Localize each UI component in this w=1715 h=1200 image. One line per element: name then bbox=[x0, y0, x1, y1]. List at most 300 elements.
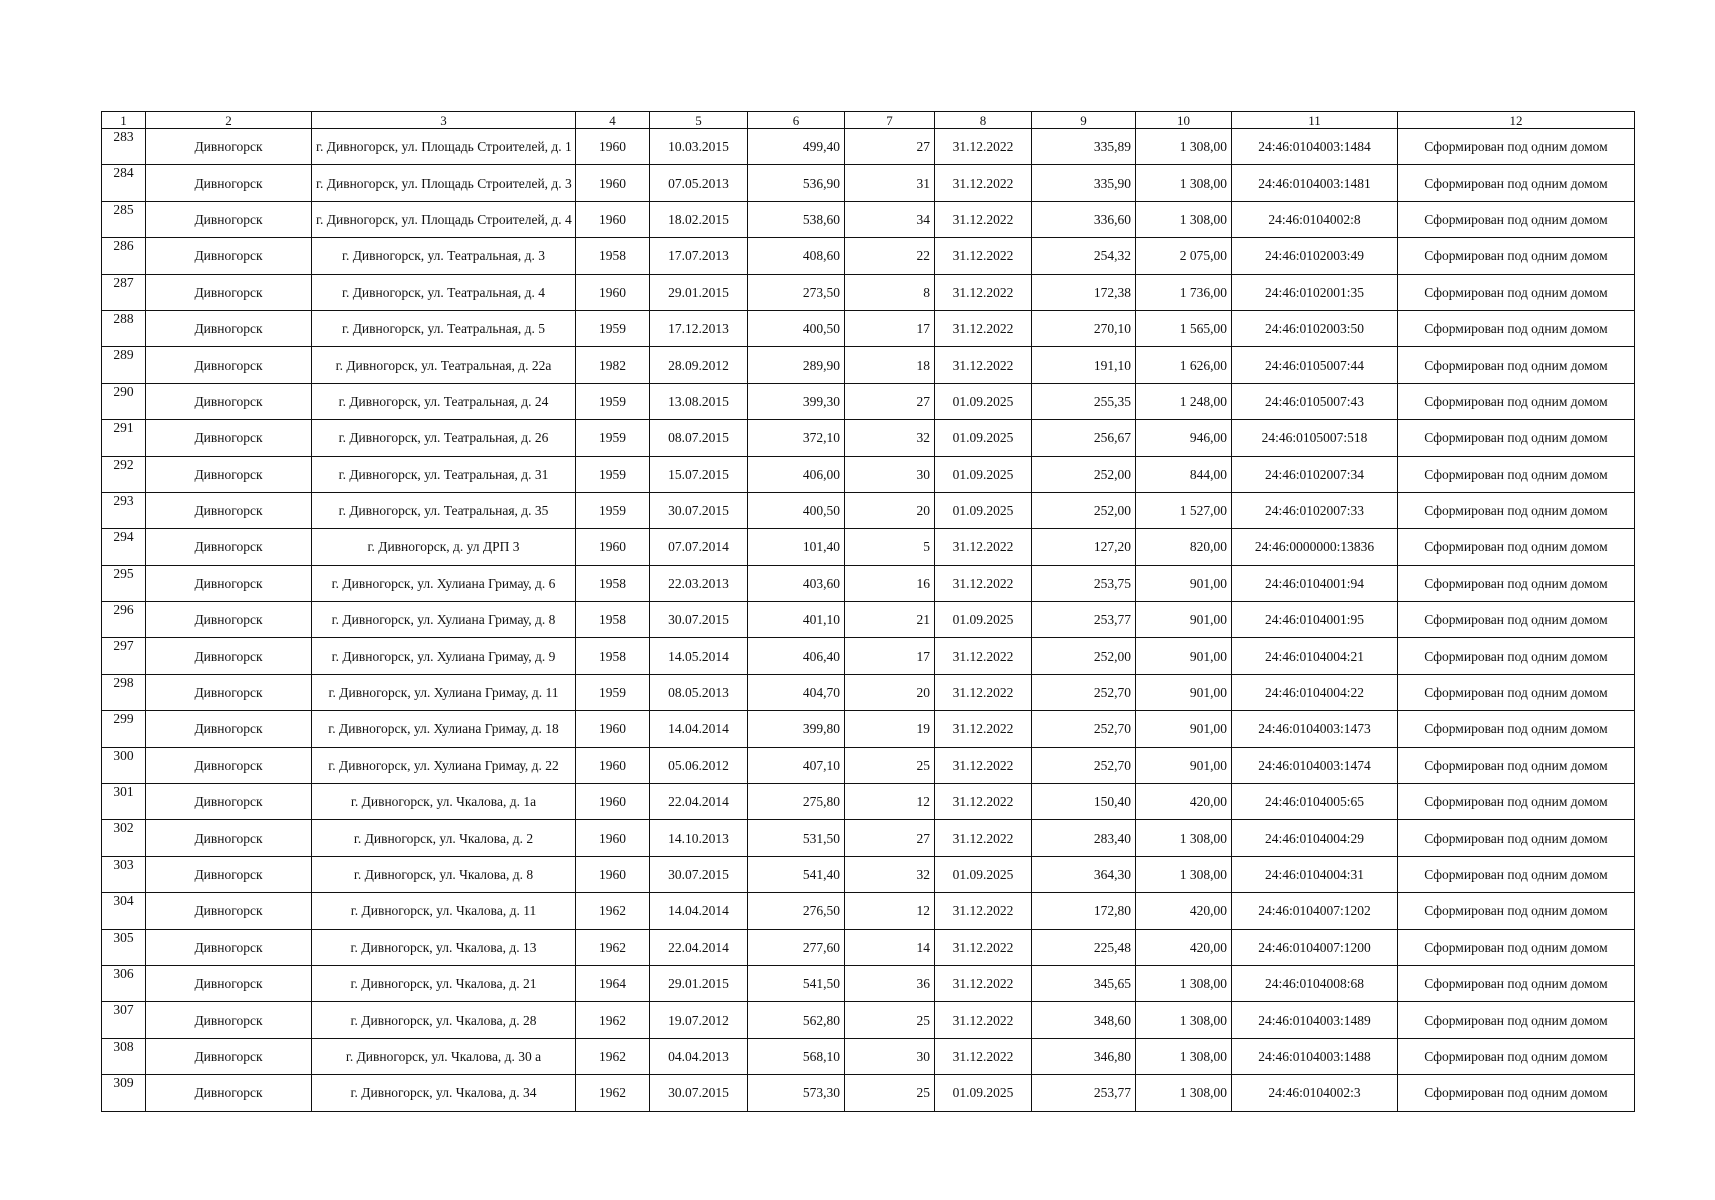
land-area-cell: 1 308,00 bbox=[1136, 820, 1232, 856]
value-cell: 335,89 bbox=[1032, 129, 1136, 165]
deadline-date-cell: 31.12.2022 bbox=[935, 711, 1032, 747]
count-cell: 8 bbox=[845, 274, 935, 310]
date-cell: 07.07.2014 bbox=[650, 529, 748, 565]
count-cell: 25 bbox=[845, 747, 935, 783]
status-cell: Сформирован под одним домом bbox=[1398, 383, 1635, 419]
address-cell: г. Дивногорск, ул. Чкалова, д. 34 bbox=[312, 1075, 576, 1111]
status-cell: Сформирован под одним домом bbox=[1398, 456, 1635, 492]
deadline-date-cell: 31.12.2022 bbox=[935, 165, 1032, 201]
column-number-header: 12 bbox=[1398, 112, 1635, 129]
status-cell: Сформирован под одним домом bbox=[1398, 784, 1635, 820]
count-cell: 21 bbox=[845, 602, 935, 638]
municipality-cell: Дивногорск bbox=[146, 274, 312, 310]
column-number-header: 3 bbox=[312, 112, 576, 129]
municipality-cell: Дивногорск bbox=[146, 383, 312, 419]
cadastral-number-cell: 24:46:0104002:8 bbox=[1232, 201, 1398, 237]
land-area-cell: 946,00 bbox=[1136, 420, 1232, 456]
cadastral-number-cell: 24:46:0104003:1488 bbox=[1232, 1038, 1398, 1074]
deadline-date-cell: 31.12.2022 bbox=[935, 201, 1032, 237]
land-area-cell: 2 075,00 bbox=[1136, 238, 1232, 274]
municipality-cell: Дивногорск bbox=[146, 711, 312, 747]
value-cell: 345,65 bbox=[1032, 965, 1136, 1001]
area-cell: 289,90 bbox=[748, 347, 845, 383]
value-cell: 253,77 bbox=[1032, 1075, 1136, 1111]
area-cell: 541,40 bbox=[748, 856, 845, 892]
table-row bbox=[102, 674, 1635, 710]
value-cell: 253,77 bbox=[1032, 602, 1136, 638]
municipality-cell: Дивногорск bbox=[146, 820, 312, 856]
date-cell: 29.01.2015 bbox=[650, 965, 748, 1001]
municipality-cell: Дивногорск bbox=[146, 747, 312, 783]
count-cell: 36 bbox=[845, 965, 935, 1001]
value-cell: 335,90 bbox=[1032, 165, 1136, 201]
municipality-cell: Дивногорск bbox=[146, 1002, 312, 1038]
value-cell: 283,40 bbox=[1032, 820, 1136, 856]
table-body bbox=[102, 129, 1635, 1112]
cadastral-number-cell: 24:46:0104003:1484 bbox=[1232, 129, 1398, 165]
cadastral-number-cell: 24:46:0102007:33 bbox=[1232, 492, 1398, 528]
address-cell: г. Дивногорск, ул. Хулиана Гримау, д. 11 bbox=[312, 674, 576, 710]
year-built-cell: 1960 bbox=[576, 747, 650, 783]
land-area-cell: 1 308,00 bbox=[1136, 965, 1232, 1001]
address-cell: г. Дивногорск, ул. Театральная, д. 22а bbox=[312, 347, 576, 383]
cadastral-number-cell: 24:46:0104002:3 bbox=[1232, 1075, 1398, 1111]
row-number-cell: 304 bbox=[102, 893, 146, 929]
address-cell: г. Дивногорск, ул. Театральная, д. 35 bbox=[312, 492, 576, 528]
area-cell: 407,10 bbox=[748, 747, 845, 783]
date-cell: 18.02.2015 bbox=[650, 201, 748, 237]
value-cell: 252,00 bbox=[1032, 456, 1136, 492]
year-built-cell: 1960 bbox=[576, 129, 650, 165]
table-row bbox=[102, 129, 1635, 165]
housing-registry-table bbox=[101, 111, 1635, 1112]
table-row bbox=[102, 602, 1635, 638]
address-cell: г. Дивногорск, ул. Чкалова, д. 28 bbox=[312, 1002, 576, 1038]
year-built-cell: 1960 bbox=[576, 274, 650, 310]
cadastral-number-cell: 24:46:0102007:34 bbox=[1232, 456, 1398, 492]
status-cell: Сформирован под одним домом bbox=[1398, 1075, 1635, 1111]
area-cell: 275,80 bbox=[748, 784, 845, 820]
value-cell: 364,30 bbox=[1032, 856, 1136, 892]
address-cell: г. Дивногорск, ул. Чкалова, д. 30 а bbox=[312, 1038, 576, 1074]
count-cell: 18 bbox=[845, 347, 935, 383]
row-number-cell: 298 bbox=[102, 674, 146, 710]
year-built-cell: 1960 bbox=[576, 711, 650, 747]
value-cell: 172,80 bbox=[1032, 893, 1136, 929]
area-cell: 400,50 bbox=[748, 492, 845, 528]
count-cell: 25 bbox=[845, 1075, 935, 1111]
address-cell: г. Дивногорск, ул. Чкалова, д. 13 bbox=[312, 929, 576, 965]
address-cell: г. Дивногорск, ул. Площадь Строителей, д. 4 bbox=[312, 201, 576, 237]
land-area-cell: 1 626,00 bbox=[1136, 347, 1232, 383]
value-cell: 252,70 bbox=[1032, 674, 1136, 710]
year-built-cell: 1960 bbox=[576, 784, 650, 820]
municipality-cell: Дивногорск bbox=[146, 893, 312, 929]
address-cell: г. Дивногорск, ул. Театральная, д. 24 bbox=[312, 383, 576, 419]
status-cell: Сформирован под одним домом bbox=[1398, 201, 1635, 237]
deadline-date-cell: 31.12.2022 bbox=[935, 893, 1032, 929]
date-cell: 10.03.2015 bbox=[650, 129, 748, 165]
municipality-cell: Дивногорск bbox=[146, 310, 312, 346]
deadline-date-cell: 31.12.2022 bbox=[935, 965, 1032, 1001]
count-cell: 17 bbox=[845, 310, 935, 346]
column-number-header: 7 bbox=[845, 112, 935, 129]
land-area-cell: 1 565,00 bbox=[1136, 310, 1232, 346]
status-cell: Сформирован под одним домом bbox=[1398, 747, 1635, 783]
table-row bbox=[102, 238, 1635, 274]
row-number-cell: 306 bbox=[102, 965, 146, 1001]
count-cell: 32 bbox=[845, 420, 935, 456]
date-cell: 22.03.2013 bbox=[650, 565, 748, 601]
area-cell: 499,40 bbox=[748, 129, 845, 165]
land-area-cell: 901,00 bbox=[1136, 674, 1232, 710]
value-cell: 252,00 bbox=[1032, 638, 1136, 674]
deadline-date-cell: 31.12.2022 bbox=[935, 820, 1032, 856]
land-area-cell: 420,00 bbox=[1136, 929, 1232, 965]
area-cell: 276,50 bbox=[748, 893, 845, 929]
row-number-cell: 305 bbox=[102, 929, 146, 965]
deadline-date-cell: 01.09.2025 bbox=[935, 1075, 1032, 1111]
table-row bbox=[102, 856, 1635, 892]
area-cell: 404,70 bbox=[748, 674, 845, 710]
address-cell: г. Дивногорск, ул. Чкалова, д. 2 bbox=[312, 820, 576, 856]
year-built-cell: 1958 bbox=[576, 565, 650, 601]
area-cell: 531,50 bbox=[748, 820, 845, 856]
count-cell: 20 bbox=[845, 492, 935, 528]
area-cell: 573,30 bbox=[748, 1075, 845, 1111]
table-row bbox=[102, 1075, 1635, 1111]
address-cell: г. Дивногорск, ул. Чкалова, д. 1а bbox=[312, 784, 576, 820]
table-row bbox=[102, 383, 1635, 419]
land-area-cell: 1 248,00 bbox=[1136, 383, 1232, 419]
year-built-cell: 1959 bbox=[576, 492, 650, 528]
deadline-date-cell: 31.12.2022 bbox=[935, 565, 1032, 601]
count-cell: 12 bbox=[845, 893, 935, 929]
table-row bbox=[102, 492, 1635, 528]
land-area-cell: 1 308,00 bbox=[1136, 1002, 1232, 1038]
year-built-cell: 1964 bbox=[576, 965, 650, 1001]
value-cell: 348,60 bbox=[1032, 1002, 1136, 1038]
table-row bbox=[102, 201, 1635, 237]
count-cell: 19 bbox=[845, 711, 935, 747]
deadline-date-cell: 31.12.2022 bbox=[935, 129, 1032, 165]
address-cell: г. Дивногорск, ул. Хулиана Гримау, д. 18 bbox=[312, 711, 576, 747]
deadline-date-cell: 31.12.2022 bbox=[935, 929, 1032, 965]
date-cell: 22.04.2014 bbox=[650, 784, 748, 820]
deadline-date-cell: 31.12.2022 bbox=[935, 1038, 1032, 1074]
table-row bbox=[102, 347, 1635, 383]
address-cell: г. Дивногорск, ул. Театральная, д. 4 bbox=[312, 274, 576, 310]
address-cell: г. Дивногорск, д. ул ДРП 3 bbox=[312, 529, 576, 565]
count-cell: 25 bbox=[845, 1002, 935, 1038]
area-cell: 406,00 bbox=[748, 456, 845, 492]
area-cell: 562,80 bbox=[748, 1002, 845, 1038]
municipality-cell: Дивногорск bbox=[146, 565, 312, 601]
year-built-cell: 1960 bbox=[576, 529, 650, 565]
count-cell: 5 bbox=[845, 529, 935, 565]
count-cell: 27 bbox=[845, 129, 935, 165]
municipality-cell: Дивногорск bbox=[146, 129, 312, 165]
date-cell: 04.04.2013 bbox=[650, 1038, 748, 1074]
land-area-cell: 1 308,00 bbox=[1136, 165, 1232, 201]
municipality-cell: Дивногорск bbox=[146, 965, 312, 1001]
cadastral-number-cell: 24:46:0104001:94 bbox=[1232, 565, 1398, 601]
municipality-cell: Дивногорск bbox=[146, 638, 312, 674]
area-cell: 399,80 bbox=[748, 711, 845, 747]
column-number-header: 5 bbox=[650, 112, 748, 129]
deadline-date-cell: 01.09.2025 bbox=[935, 420, 1032, 456]
date-cell: 14.04.2014 bbox=[650, 893, 748, 929]
count-cell: 14 bbox=[845, 929, 935, 965]
date-cell: 30.07.2015 bbox=[650, 1075, 748, 1111]
row-number-cell: 297 bbox=[102, 638, 146, 674]
deadline-date-cell: 31.12.2022 bbox=[935, 238, 1032, 274]
cadastral-number-cell: 24:46:0105007:44 bbox=[1232, 347, 1398, 383]
table-row bbox=[102, 747, 1635, 783]
date-cell: 07.05.2013 bbox=[650, 165, 748, 201]
cadastral-number-cell: 24:46:0104005:65 bbox=[1232, 784, 1398, 820]
cadastral-number-cell: 24:46:0000000:13836 bbox=[1232, 529, 1398, 565]
area-cell: 568,10 bbox=[748, 1038, 845, 1074]
municipality-cell: Дивногорск bbox=[146, 165, 312, 201]
row-number-cell: 286 bbox=[102, 238, 146, 274]
land-area-cell: 901,00 bbox=[1136, 711, 1232, 747]
value-cell: 150,40 bbox=[1032, 784, 1136, 820]
date-cell: 17.12.2013 bbox=[650, 310, 748, 346]
count-cell: 17 bbox=[845, 638, 935, 674]
address-cell: г. Дивногорск, ул. Хулиана Гримау, д. 8 bbox=[312, 602, 576, 638]
cadastral-number-cell: 24:46:0102003:49 bbox=[1232, 238, 1398, 274]
land-area-cell: 1 308,00 bbox=[1136, 856, 1232, 892]
status-cell: Сформирован под одним домом bbox=[1398, 929, 1635, 965]
table-row bbox=[102, 1002, 1635, 1038]
address-cell: г. Дивногорск, ул. Хулиана Гримау, д. 9 bbox=[312, 638, 576, 674]
row-number-cell: 309 bbox=[102, 1075, 146, 1111]
count-cell: 34 bbox=[845, 201, 935, 237]
municipality-cell: Дивногорск bbox=[146, 420, 312, 456]
deadline-date-cell: 31.12.2022 bbox=[935, 1002, 1032, 1038]
column-number-header: 2 bbox=[146, 112, 312, 129]
deadline-date-cell: 01.09.2025 bbox=[935, 456, 1032, 492]
row-number-cell: 289 bbox=[102, 347, 146, 383]
value-cell: 256,67 bbox=[1032, 420, 1136, 456]
land-area-cell: 901,00 bbox=[1136, 565, 1232, 601]
date-cell: 30.07.2015 bbox=[650, 602, 748, 638]
date-cell: 05.06.2012 bbox=[650, 747, 748, 783]
value-cell: 172,38 bbox=[1032, 274, 1136, 310]
count-cell: 31 bbox=[845, 165, 935, 201]
date-cell: 15.07.2015 bbox=[650, 456, 748, 492]
status-cell: Сформирован под одним домом bbox=[1398, 129, 1635, 165]
deadline-date-cell: 31.12.2022 bbox=[935, 784, 1032, 820]
cadastral-number-cell: 24:46:0104004:29 bbox=[1232, 820, 1398, 856]
date-cell: 28.09.2012 bbox=[650, 347, 748, 383]
cadastral-number-cell: 24:46:0104007:1202 bbox=[1232, 893, 1398, 929]
cadastral-number-cell: 24:46:0104001:95 bbox=[1232, 602, 1398, 638]
land-area-cell: 420,00 bbox=[1136, 784, 1232, 820]
deadline-date-cell: 31.12.2022 bbox=[935, 638, 1032, 674]
year-built-cell: 1959 bbox=[576, 674, 650, 710]
table-row bbox=[102, 965, 1635, 1001]
status-cell: Сформирован под одним домом bbox=[1398, 310, 1635, 346]
column-number-header: 4 bbox=[576, 112, 650, 129]
year-built-cell: 1959 bbox=[576, 310, 650, 346]
cadastral-number-cell: 24:46:0104003:1489 bbox=[1232, 1002, 1398, 1038]
row-number-cell: 302 bbox=[102, 820, 146, 856]
year-built-cell: 1960 bbox=[576, 165, 650, 201]
area-cell: 101,40 bbox=[748, 529, 845, 565]
status-cell: Сформирован под одним домом bbox=[1398, 492, 1635, 528]
address-cell: г. Дивногорск, ул. Хулиана Гримау, д. 6 bbox=[312, 565, 576, 601]
table-row bbox=[102, 310, 1635, 346]
cadastral-number-cell: 24:46:0104003:1474 bbox=[1232, 747, 1398, 783]
column-number-header: 10 bbox=[1136, 112, 1232, 129]
municipality-cell: Дивногорск bbox=[146, 784, 312, 820]
row-number-cell: 291 bbox=[102, 420, 146, 456]
status-cell: Сформирован под одним домом bbox=[1398, 529, 1635, 565]
land-area-cell: 1 308,00 bbox=[1136, 1038, 1232, 1074]
count-cell: 22 bbox=[845, 238, 935, 274]
status-cell: Сформирован под одним домом bbox=[1398, 820, 1635, 856]
area-cell: 401,10 bbox=[748, 602, 845, 638]
deadline-date-cell: 31.12.2022 bbox=[935, 529, 1032, 565]
value-cell: 336,60 bbox=[1032, 201, 1136, 237]
table-row bbox=[102, 274, 1635, 310]
table-row bbox=[102, 529, 1635, 565]
count-cell: 32 bbox=[845, 856, 935, 892]
table-header-row bbox=[102, 112, 1635, 129]
value-cell: 127,20 bbox=[1032, 529, 1136, 565]
row-number-cell: 292 bbox=[102, 456, 146, 492]
deadline-date-cell: 31.12.2022 bbox=[935, 347, 1032, 383]
year-built-cell: 1958 bbox=[576, 638, 650, 674]
status-cell: Сформирован под одним домом bbox=[1398, 565, 1635, 601]
year-built-cell: 1960 bbox=[576, 856, 650, 892]
area-cell: 408,60 bbox=[748, 238, 845, 274]
date-cell: 30.07.2015 bbox=[650, 492, 748, 528]
value-cell: 252,70 bbox=[1032, 711, 1136, 747]
table-row bbox=[102, 893, 1635, 929]
date-cell: 14.05.2014 bbox=[650, 638, 748, 674]
cadastral-number-cell: 24:46:0104007:1200 bbox=[1232, 929, 1398, 965]
count-cell: 27 bbox=[845, 820, 935, 856]
date-cell: 13.08.2015 bbox=[650, 383, 748, 419]
count-cell: 12 bbox=[845, 784, 935, 820]
row-number-cell: 287 bbox=[102, 274, 146, 310]
count-cell: 30 bbox=[845, 456, 935, 492]
value-cell: 191,10 bbox=[1032, 347, 1136, 383]
column-number-header: 6 bbox=[748, 112, 845, 129]
address-cell: г. Дивногорск, ул. Чкалова, д. 8 bbox=[312, 856, 576, 892]
year-built-cell: 1958 bbox=[576, 602, 650, 638]
row-number-cell: 307 bbox=[102, 1002, 146, 1038]
status-cell: Сформирован под одним домом bbox=[1398, 893, 1635, 929]
deadline-date-cell: 31.12.2022 bbox=[935, 274, 1032, 310]
date-cell: 30.07.2015 bbox=[650, 856, 748, 892]
cadastral-number-cell: 24:46:0105007:43 bbox=[1232, 383, 1398, 419]
municipality-cell: Дивногорск bbox=[146, 602, 312, 638]
deadline-date-cell: 01.09.2025 bbox=[935, 602, 1032, 638]
cadastral-number-cell: 24:46:0105007:518 bbox=[1232, 420, 1398, 456]
row-number-cell: 308 bbox=[102, 1038, 146, 1074]
municipality-cell: Дивногорск bbox=[146, 674, 312, 710]
municipality-cell: Дивногорск bbox=[146, 347, 312, 383]
table-row bbox=[102, 711, 1635, 747]
value-cell: 255,35 bbox=[1032, 383, 1136, 419]
year-built-cell: 1959 bbox=[576, 420, 650, 456]
status-cell: Сформирован под одним домом bbox=[1398, 674, 1635, 710]
area-cell: 372,10 bbox=[748, 420, 845, 456]
table-row bbox=[102, 1038, 1635, 1074]
column-number-header: 11 bbox=[1232, 112, 1398, 129]
status-cell: Сформирован под одним домом bbox=[1398, 965, 1635, 1001]
count-cell: 20 bbox=[845, 674, 935, 710]
status-cell: Сформирован под одним домом bbox=[1398, 856, 1635, 892]
municipality-cell: Дивногорск bbox=[146, 492, 312, 528]
table-row bbox=[102, 165, 1635, 201]
year-built-cell: 1962 bbox=[576, 893, 650, 929]
table-row bbox=[102, 638, 1635, 674]
deadline-date-cell: 01.09.2025 bbox=[935, 383, 1032, 419]
municipality-cell: Дивногорск bbox=[146, 856, 312, 892]
row-number-cell: 288 bbox=[102, 310, 146, 346]
area-cell: 541,50 bbox=[748, 965, 845, 1001]
land-area-cell: 1 308,00 bbox=[1136, 129, 1232, 165]
year-built-cell: 1959 bbox=[576, 383, 650, 419]
row-number-cell: 285 bbox=[102, 201, 146, 237]
value-cell: 253,75 bbox=[1032, 565, 1136, 601]
land-area-cell: 901,00 bbox=[1136, 747, 1232, 783]
date-cell: 29.01.2015 bbox=[650, 274, 748, 310]
row-number-cell: 294 bbox=[102, 529, 146, 565]
row-number-cell: 284 bbox=[102, 165, 146, 201]
column-number-header: 1 bbox=[102, 112, 146, 129]
value-cell: 225,48 bbox=[1032, 929, 1136, 965]
date-cell: 08.05.2013 bbox=[650, 674, 748, 710]
year-built-cell: 1960 bbox=[576, 201, 650, 237]
area-cell: 538,60 bbox=[748, 201, 845, 237]
land-area-cell: 820,00 bbox=[1136, 529, 1232, 565]
row-number-cell: 303 bbox=[102, 856, 146, 892]
land-area-cell: 844,00 bbox=[1136, 456, 1232, 492]
address-cell: г. Дивногорск, ул. Площадь Строителей, д. 3 bbox=[312, 165, 576, 201]
address-cell: г. Дивногорск, ул. Хулиана Гримау, д. 22 bbox=[312, 747, 576, 783]
land-area-cell: 901,00 bbox=[1136, 638, 1232, 674]
status-cell: Сформирован под одним домом bbox=[1398, 420, 1635, 456]
status-cell: Сформирован под одним домом bbox=[1398, 602, 1635, 638]
date-cell: 14.10.2013 bbox=[650, 820, 748, 856]
area-cell: 403,60 bbox=[748, 565, 845, 601]
municipality-cell: Дивногорск bbox=[146, 1038, 312, 1074]
year-built-cell: 1960 bbox=[576, 820, 650, 856]
cadastral-number-cell: 24:46:0102003:50 bbox=[1232, 310, 1398, 346]
year-built-cell: 1958 bbox=[576, 238, 650, 274]
year-built-cell: 1962 bbox=[576, 1038, 650, 1074]
cadastral-number-cell: 24:46:0104003:1481 bbox=[1232, 165, 1398, 201]
address-cell: г. Дивногорск, ул. Театральная, д. 31 bbox=[312, 456, 576, 492]
count-cell: 27 bbox=[845, 383, 935, 419]
deadline-date-cell: 01.09.2025 bbox=[935, 856, 1032, 892]
value-cell: 346,80 bbox=[1032, 1038, 1136, 1074]
municipality-cell: Дивногорск bbox=[146, 1075, 312, 1111]
row-number-cell: 293 bbox=[102, 492, 146, 528]
date-cell: 17.07.2013 bbox=[650, 238, 748, 274]
address-cell: г. Дивногорск, ул. Чкалова, д. 21 bbox=[312, 965, 576, 1001]
status-cell: Сформирован под одним домом bbox=[1398, 274, 1635, 310]
address-cell: г. Дивногорск, ул. Чкалова, д. 11 bbox=[312, 893, 576, 929]
land-area-cell: 901,00 bbox=[1136, 602, 1232, 638]
status-cell: Сформирован под одним домом bbox=[1398, 638, 1635, 674]
